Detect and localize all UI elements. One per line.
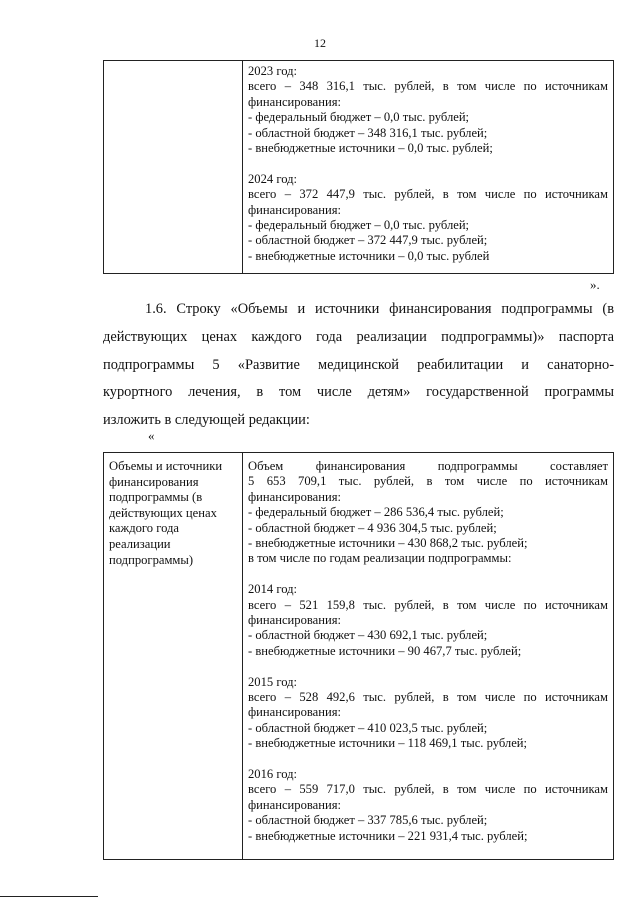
opening-quote: «	[148, 428, 155, 443]
table-row-label: Объемы и источники финансирования подпрограммы (в действующих ценах каждого года реализации подпрограммы)	[104, 453, 243, 859]
year-2023-regional: - областной бюджет – 348 316,1 тыс. рублей;	[248, 125, 488, 140]
year-2016-sources-label: финансирования:	[248, 797, 342, 812]
year-2023-heading: 2023 год:	[248, 64, 298, 78]
year-2024-heading: 2024 год:	[248, 171, 298, 186]
table-right-cell	[243, 61, 613, 273]
year-2014-extrabudgetary: - внебюджетные источники – 90 467,7 тыс. рублей;	[248, 643, 522, 658]
paragraph-line: курортного лечения, в том числе детям» государственной программы	[103, 384, 614, 401]
year-2015-total: всего – 528 492,6 тыс. рублей, в том числе по источникам	[248, 690, 608, 705]
amendment-paragraph	[103, 296, 614, 435]
year-2016-extrabudgetary: - внебюджетные источники – 221 931,4 тыс. рублей;	[248, 828, 528, 843]
year-2024-regional: - областной бюджет – 372 447,9 тыс. рублей;	[248, 233, 488, 248]
paragraph-line: подпрограммы 5 «Развитие медицинской реабилитации и санаторно-	[103, 356, 614, 373]
total-regional: - областной бюджет – 4 936 304,5 тыс. рублей;	[248, 520, 497, 535]
year-2016-heading: 2016 год:	[248, 767, 298, 782]
year-2014-heading: 2014 год:	[248, 582, 298, 597]
closing-quote: ».	[590, 277, 600, 292]
paragraph-line: действующих ценах каждого года реализации подпрограммы)» паспорта	[103, 328, 614, 345]
year-2014-total: всего – 521 159,8 тыс. рублей, в том числе по источникам	[248, 597, 608, 612]
page-number: 12	[314, 36, 326, 50]
year-2015-extrabudgetary: - внебюджетные источники – 118 469,1 тыс. рублей;	[248, 736, 528, 751]
by-year-label: в том числе по годам реализации подпрограммы:	[248, 551, 512, 566]
paragraph-line: изложить в следующей редакции:	[103, 412, 310, 429]
footnote-divider	[0, 896, 98, 897]
year-2024-sources-label: финансирования:	[248, 202, 342, 217]
year-2016-regional: - областной бюджет – 337 785,6 тыс. рублей;	[248, 813, 488, 828]
total-sources-label: финансирования:	[248, 489, 342, 504]
total-extrabudgetary: - внебюджетные источники – 430 868,2 тыс. рублей;	[248, 536, 528, 551]
year-2015-sources-label: финансирования:	[248, 705, 342, 720]
year-2023-total: всего – 348 316,1 тыс. рублей, в том числе по источникам	[248, 79, 608, 94]
year-2015-heading: 2015 год:	[248, 674, 298, 689]
table-right-cell	[243, 453, 613, 859]
year-2024-total: всего – 372 447,9 тыс. рублей, в том числе по источникам	[248, 187, 608, 202]
paragraph-line: 1.6. Строку «Объемы и источники финансирования подпрограммы (в	[145, 301, 614, 317]
total-federal: - федеральный бюджет – 286 536,4 тыс. рублей;	[248, 505, 504, 520]
year-2015-regional: - областной бюджет – 410 023,5 тыс. рублей;	[248, 720, 488, 735]
total-funding-line: Объем финансирования подпрограммы составляет	[248, 459, 608, 473]
year-2014-regional: - областной бюджет – 430 692,1 тыс. рублей;	[248, 628, 488, 643]
year-2024-extrabudgetary: - внебюджетные источники – 0,0 тыс. рублей	[248, 248, 490, 263]
year-2024-federal: - федеральный бюджет – 0,0 тыс. рублей;	[248, 218, 470, 233]
year-2023-extrabudgetary: - внебюджетные источники – 0,0 тыс. рублей;	[248, 141, 493, 156]
funding-table-continuation	[103, 60, 614, 274]
total-funding-amount: 5 653 709,1 тыс. рублей, в том числе по источникам	[248, 474, 608, 489]
year-2023-federal: - федеральный бюджет – 0,0 тыс. рублей;	[248, 110, 470, 125]
table-left-cell-empty	[104, 61, 243, 273]
year-2014-sources-label: финансирования:	[248, 613, 342, 628]
funding-table	[103, 452, 614, 860]
year-2023-sources-label: финансирования:	[248, 94, 342, 109]
year-2016-total: всего – 559 717,0 тыс. рублей, в том числе по источникам	[248, 782, 608, 797]
